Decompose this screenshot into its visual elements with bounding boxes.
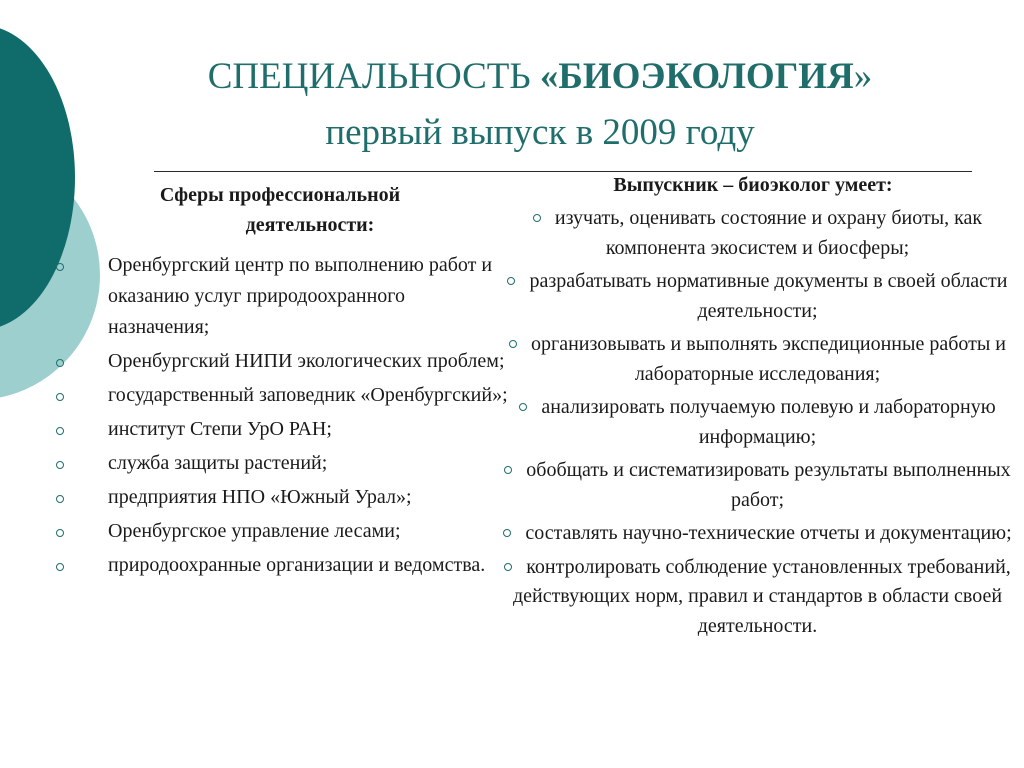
slide-subtitle: первый выпуск в 2009 году — [325, 112, 755, 153]
list-item: Оренбургский центр по выполнению работ и оказанию услуг природоохранного назначения; — [50, 250, 510, 343]
list-item: предприятия НПО «Южный Урал»; — [50, 482, 510, 513]
bullet-circle-icon — [509, 340, 517, 348]
bullet-circle-icon — [533, 214, 541, 222]
bullet-circle-icon — [56, 427, 64, 435]
list-item: государственный заповедник «Оренбургский»; — [50, 380, 510, 411]
list-item: Оренбургский НИПИ экологических проблем; — [50, 346, 510, 377]
bullet-circle-icon — [504, 563, 512, 571]
list-item: обобщать и систематизировать результаты выполненных работ; — [495, 456, 1020, 515]
list-item: институт Степи УрО РАН; — [50, 414, 510, 445]
list-item: разрабатывать нормативные документы в своей области деятельности; — [495, 267, 1020, 326]
bullet-circle-icon — [56, 393, 64, 401]
bullet-circle-icon — [56, 563, 64, 571]
list-item: изучать, оценивать состояние и охрану биоты, как компонента экосистем и биосферы; — [495, 204, 1020, 263]
list-item: анализировать получаемую полевую и лабораторную информацию; — [495, 393, 1020, 452]
professional-spheres-list — [50, 250, 510, 584]
list-item: служба защиты растений; — [50, 448, 510, 479]
bullet-circle-icon — [504, 466, 512, 474]
bullet-circle-icon — [56, 461, 64, 469]
list-item: организовывать и выполнять экспедиционные работы и лабораторные исследования; — [495, 330, 1020, 389]
left-column-heading: Сферы профессиональной деятельности: — [159, 184, 401, 236]
bullet-circle-icon — [56, 529, 64, 537]
list-item: природоохранные организации и ведомства. — [50, 550, 510, 581]
list-item: Оренбургское управление лесами; — [50, 516, 510, 547]
bullet-circle-icon — [503, 529, 511, 537]
graduate-skills-list — [495, 204, 1020, 645]
bullet-circle-icon — [56, 359, 64, 367]
list-item: составлять научно-технические отчеты и документацию; — [495, 519, 1020, 549]
bullet-circle-icon — [519, 403, 527, 411]
list-item: контролировать соблюдение установленных требований, действующих норм, правил и стандартов в области своей деятельности. — [495, 553, 1020, 642]
bullet-circle-icon — [56, 263, 64, 271]
slide-title: СПЕЦИАЛЬНОСТЬ «БИОЭКОЛОГИЯ» — [207, 56, 873, 97]
right-column-heading: Выпускник – биоэколог умеет: — [613, 174, 893, 196]
bullet-circle-icon — [507, 277, 515, 285]
bullet-circle-icon — [56, 495, 64, 503]
